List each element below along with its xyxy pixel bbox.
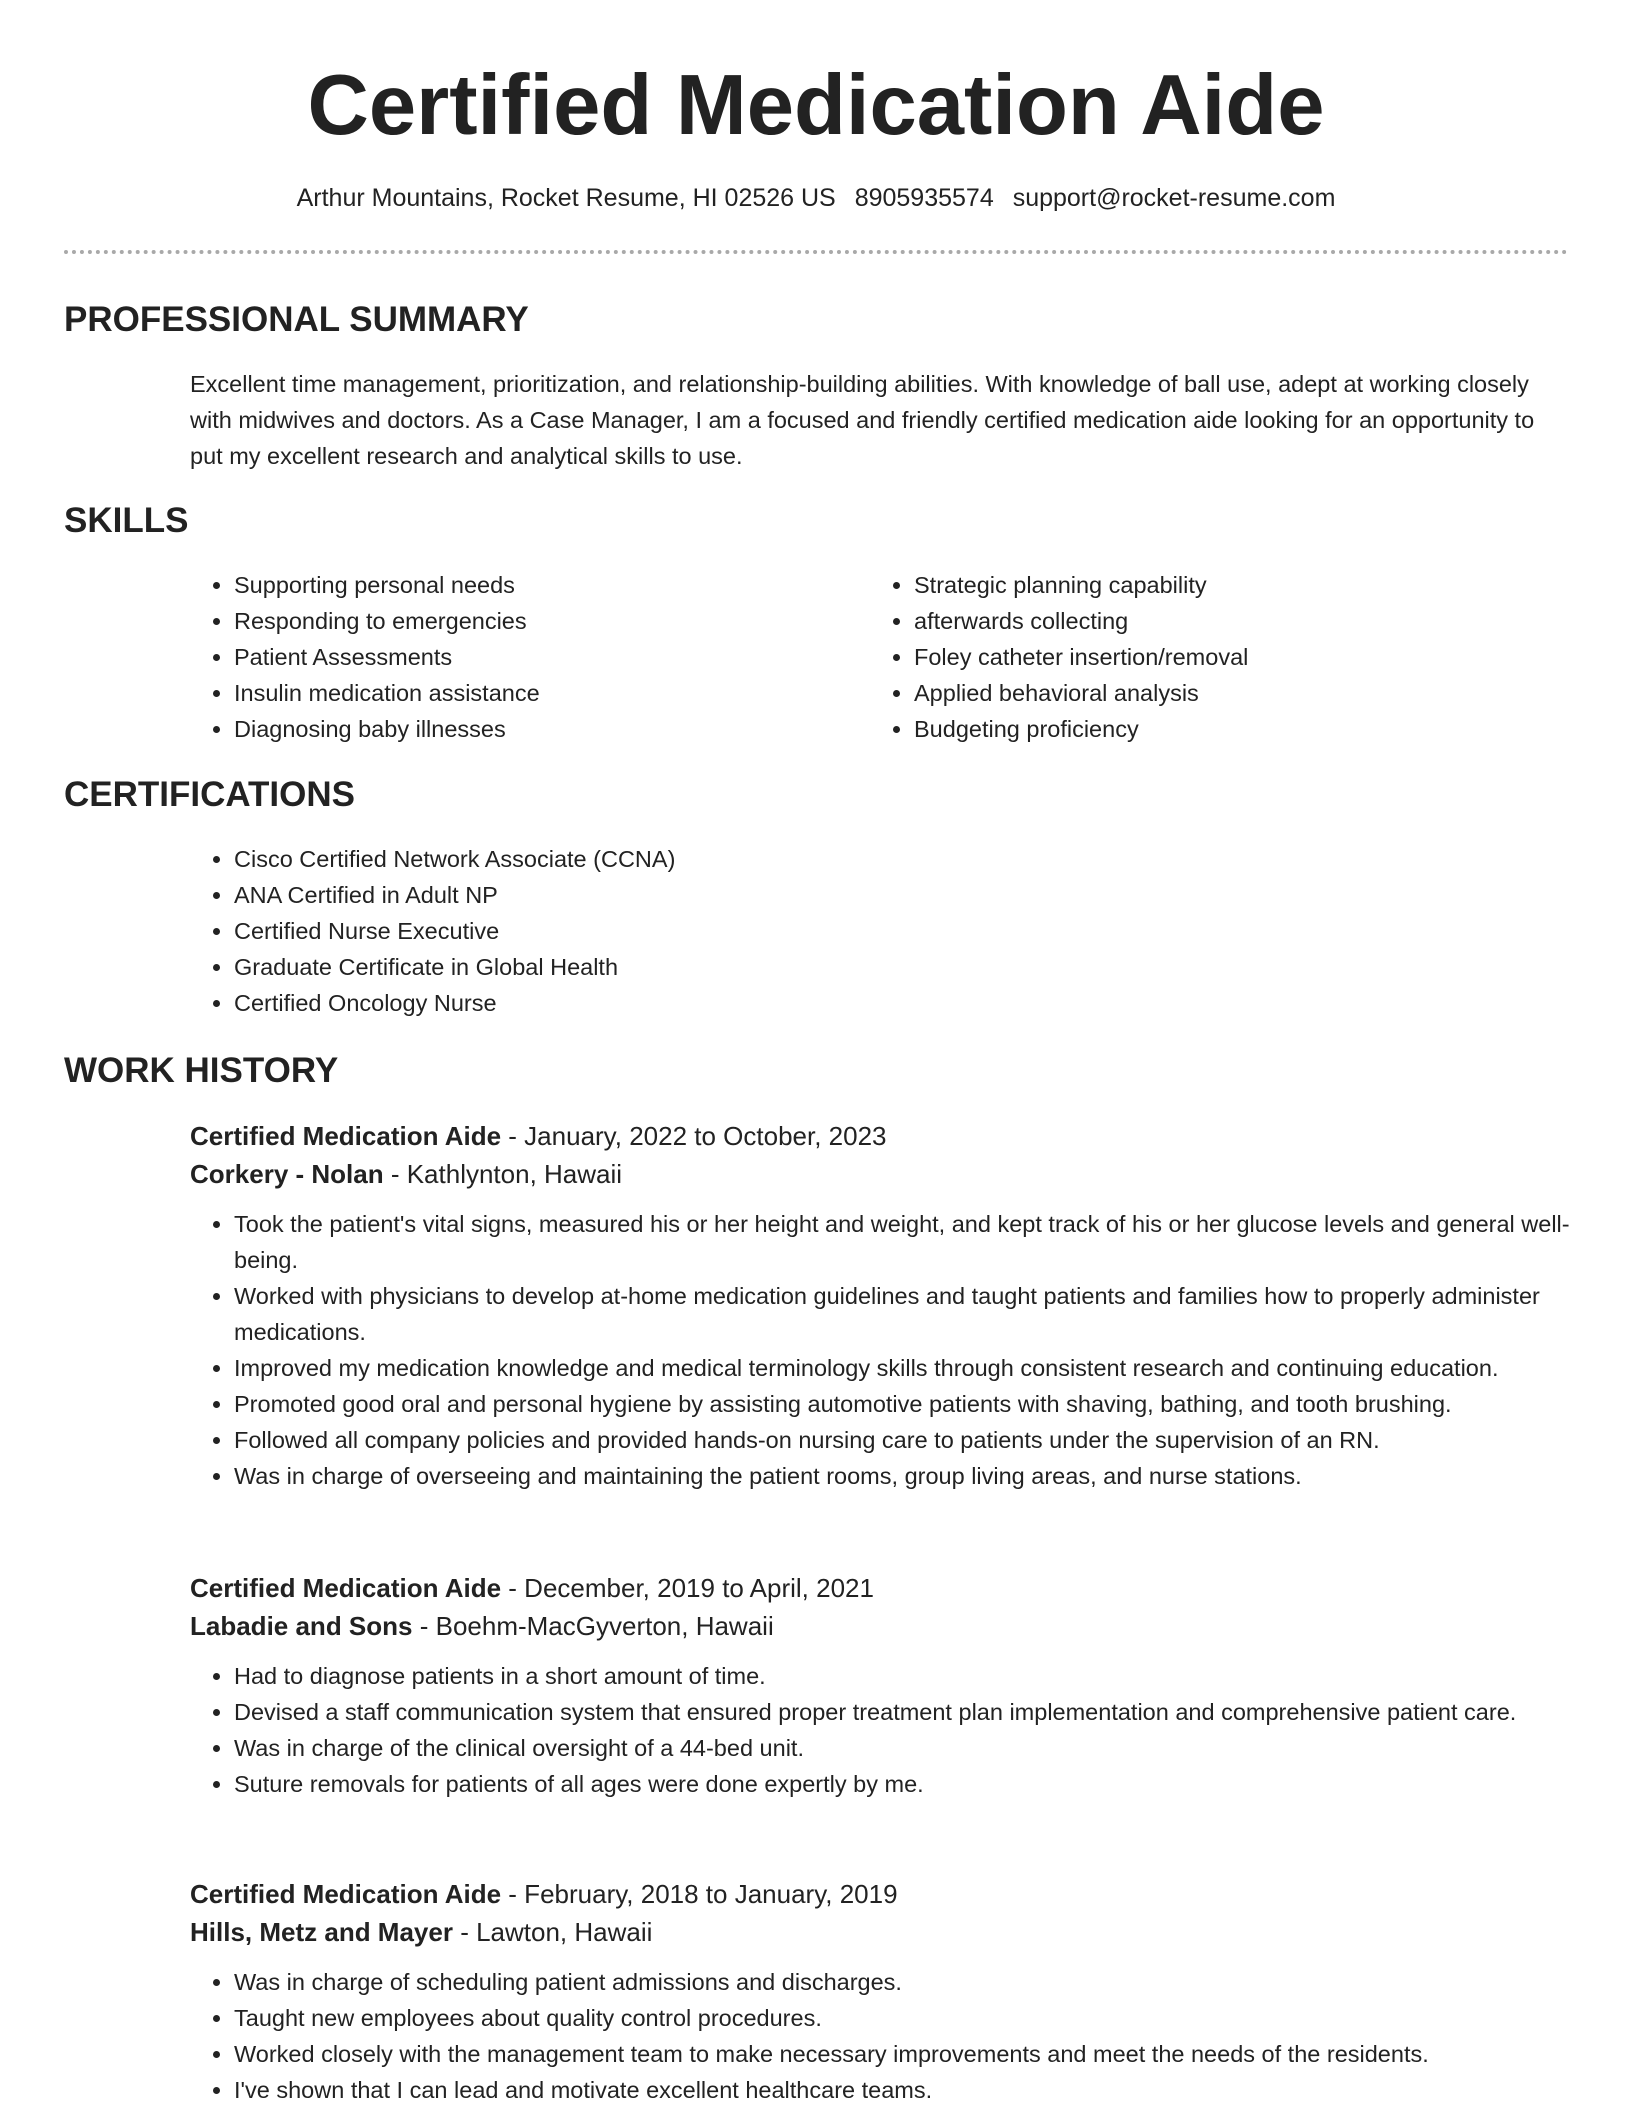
job-bullet: • Improved my medication knowledge and medical terminology skills through consistent research and continuing education. <box>234 1350 1570 1386</box>
job-bullet: • Was in charge of scheduling patient admissions and discharges. <box>234 1964 1570 2000</box>
header-divider <box>64 250 1568 254</box>
job-location: - Kathlynton, Hawaii <box>383 1159 623 1189</box>
skill-item: • Supporting personal needs <box>234 567 830 603</box>
job-bullet: • Was in charge of overseeing and maintaining the patient rooms, group living areas, and nurse stations. <box>234 1458 1570 1494</box>
job-bullet: • Was in charge of the clinical oversight of a 44-bed unit. <box>234 1730 1570 1766</box>
job-bullet: • Worked closely with the management team to make necessary improvements and meet the needs of the residents. <box>234 2036 1570 2072</box>
certification-item: • Cisco Certified Network Associate (CCNA) <box>234 841 1390 877</box>
skill-item: • afterwards collecting <box>914 603 1510 639</box>
job-bullet: • Devised a staff communication system that ensured proper treatment plan implementation and comprehensive patient care. <box>234 1694 1570 1730</box>
certification-item: • Certified Nurse Executive <box>234 913 1390 949</box>
job-bullets <box>190 1206 1570 1494</box>
certification-item: • ANA Certified in Adult NP <box>234 877 1390 913</box>
summary-text: Excellent time management, prioritization, and relationship-building abilities. With knowledge of ball use, adept at working closely with midwives and doctors. As a Case Manager, I am a focused and friendly certified medication aide looking for an opportunity to put my excellent research and analytical skills to use. <box>190 371 1535 469</box>
skills-list-right <box>870 567 1510 747</box>
job-dates: - December, 2019 to April, 2021 <box>501 1573 874 1603</box>
job-entry <box>190 1875 1570 2108</box>
job-bullet: • Taught new employees about quality control procedures. <box>234 2000 1570 2036</box>
skills-column-right <box>870 567 1510 747</box>
job-bullet: • Suture removals for patients of all ages were done expertly by me. <box>234 1766 1570 1802</box>
skill-item: • Diagnosing baby illnesses <box>234 711 830 747</box>
skills-list-left <box>190 567 830 747</box>
job-company: Hills, Metz and Mayer <box>190 1917 453 1947</box>
job-bullet: • Followed all company policies and provided hands-on nursing care to patients under the supervision of an RN. <box>234 1422 1570 1458</box>
job-company: Corkery - Nolan <box>190 1159 384 1189</box>
certification-item: • Graduate Certificate in Global Health <box>234 949 1390 985</box>
skill-item: • Budgeting proficiency <box>914 711 1510 747</box>
job-company-line <box>190 1155 1570 1193</box>
job-company-line <box>190 1913 1570 1951</box>
job-title: Certified Medication Aide <box>190 1879 502 1909</box>
job-entry <box>190 1117 1570 1494</box>
certifications-list <box>190 841 1390 1021</box>
skill-item: • Foley catheter insertion/removal <box>914 639 1510 675</box>
job-bullet: • I've shown that I can lead and motivate excellent healthcare teams. <box>234 2072 1570 2108</box>
job-dates: - February, 2018 to January, 2019 <box>501 1879 898 1909</box>
job-title-line <box>190 1875 1570 1913</box>
work-history-heading: WORK HISTORY <box>64 1051 339 1090</box>
job-dates: - January, 2022 to October, 2023 <box>501 1121 887 1151</box>
contact-address: Arthur Mountains, Rocket Resume, HI 02526 US <box>296 184 836 212</box>
job-bullets <box>190 1658 1570 1802</box>
contact-phone: 8905935574 <box>854 184 994 212</box>
certifications-heading: CERTIFICATIONS <box>64 775 356 814</box>
job-location: - Lawton, Hawaii <box>452 1917 653 1947</box>
job-bullet: • Took the patient's vital signs, measured his or her height and weight, and kept track of his or her glucose levels and general well-being. <box>234 1206 1570 1278</box>
skill-item: • Patient Assessments <box>234 639 830 675</box>
job-title-line <box>190 1569 1570 1607</box>
skill-item: • Insulin medication assistance <box>234 675 830 711</box>
job-title: Certified Medication Aide <box>190 1121 502 1151</box>
job-bullet: • Promoted good oral and personal hygiene by assisting automotive patients with shaving, bathing, and tooth brushing. <box>234 1386 1570 1422</box>
job-bullet: • Worked with physicians to develop at-home medication guidelines and taught patients and families how to properly administer medications. <box>234 1278 1570 1350</box>
contact-line <box>64 180 1568 216</box>
job-location: - Boehm-MacGyverton, Hawaii <box>412 1611 774 1641</box>
job-bullets <box>190 1964 1570 2108</box>
job-title-line <box>190 1117 1570 1155</box>
job-company-line <box>190 1607 1570 1645</box>
contact-email: support@rocket-resume.com <box>1012 184 1336 212</box>
job-entry <box>190 1569 1570 1802</box>
job-company: Labadie and Sons <box>190 1611 413 1641</box>
summary-heading: PROFESSIONAL SUMMARY <box>64 300 529 339</box>
skill-item: • Strategic planning capability <box>914 567 1510 603</box>
skill-item: • Responding to emergencies <box>234 603 830 639</box>
job-title: Certified Medication Aide <box>190 1573 502 1603</box>
certification-item: • Certified Oncology Nurse <box>234 985 1390 1021</box>
skills-column-left <box>190 567 830 747</box>
skill-item: • Applied behavioral analysis <box>914 675 1510 711</box>
job-bullet: • Had to diagnose patients in a short amount of time. <box>234 1658 1570 1694</box>
skills-heading: SKILLS <box>64 501 189 540</box>
certifications-list-wrap <box>190 841 1390 1021</box>
resume-title: Certified Medication Aide <box>307 58 1325 153</box>
